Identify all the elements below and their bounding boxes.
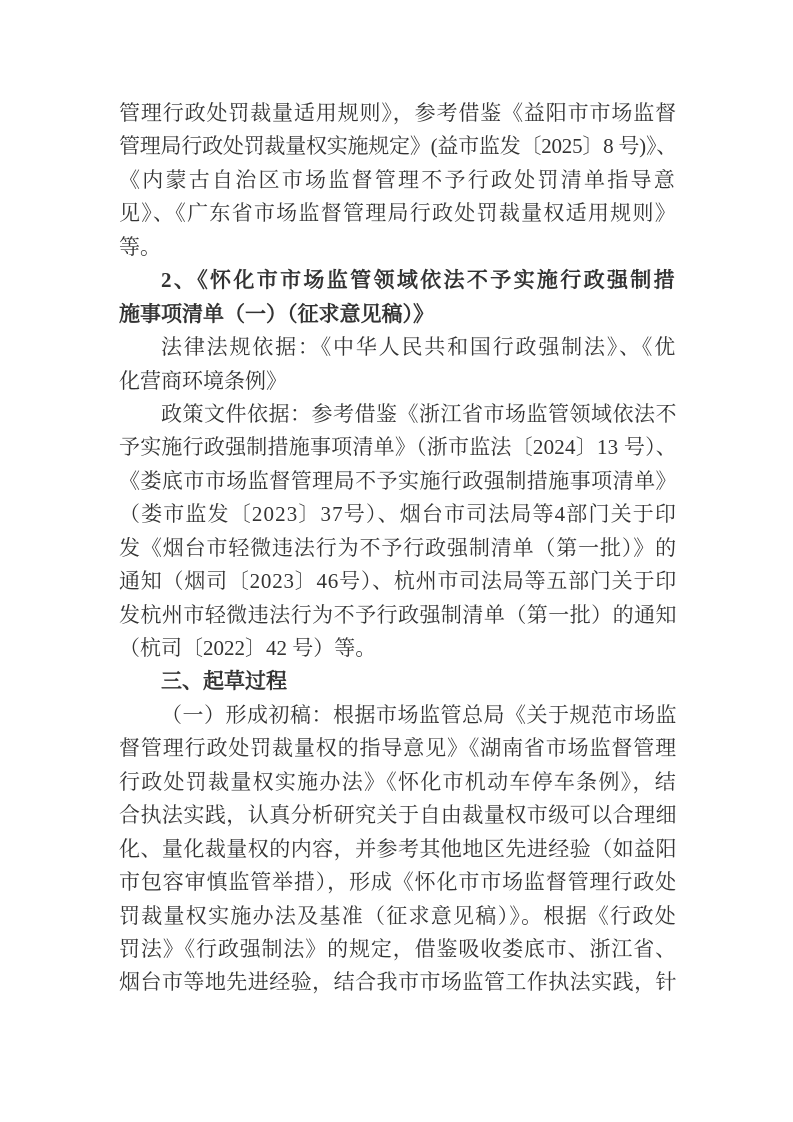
text-line-content: 罚裁量权实施办法及基准（征求意见稿）》。根据《行政处 [119,903,677,928]
text-line-content: 《内蒙古自治区市场监督管理不予行政处罚清单指导意 [119,167,677,192]
text-line [119,833,677,866]
text-line [119,164,677,197]
text-line-content: 市包容审慎监管举措），形成《怀化市市场监督管理行政处 [119,870,677,895]
text-line [119,365,677,398]
text-line-content: 发杭州市轻微违法行为不予行政强制清单（第一批）的通知 [119,602,678,627]
text-line-content: 等。 [119,234,161,259]
text-line [119,866,677,899]
text-line [119,933,677,966]
text-line-content: 予实施行政强制措施事项清单》（浙市监法〔2024〕13 号）、 [119,435,678,460]
text-line [119,431,677,464]
text-line-content: 化、量化裁量权的内容，并参考其他地区先进经验（如益阳 [119,836,678,861]
text-line-content: 烟台市等地先进经验，结合我市市场监管工作执法实践，针 [119,970,678,995]
heading-line [119,665,677,698]
text-line [119,966,677,999]
text-line-content: 施事项清单（一）（征求意见稿）》 [119,301,434,326]
text-line [119,130,677,163]
text-line [119,732,677,765]
text-line-content: 管理局行政处罚裁量权实施规定》(益市监发〔2025〕8 号)》、 [119,134,678,159]
text-line-content: 管理行政处罚裁量适用规则》，参考借鉴《益阳市市场监督 [119,101,677,125]
text-line-content: 《娄底市市场监督管理局不予实施行政强制措施事项清单》 [119,468,678,493]
text-line [119,197,677,230]
text-line [119,231,677,264]
text-line [119,900,677,933]
text-line-content: 见》、《广东省市场监督管理局行政处罚裁量权适用规则》 [119,201,677,226]
text-line-content: 法律法规依据：《中华人民共和国行政强制法》、《优 [161,335,678,360]
text-line [119,599,677,632]
text-line-content: （娄市监发〔2023〕37号）、烟台市司法局等4部门关于印 [119,502,677,527]
text-line [119,465,677,498]
text-line-content: 督管理行政处罚裁量权的指导意见》《湖南省市场监督管理 [119,736,677,761]
text-line-content: 行政处罚裁量权实施办法》《怀化市机动车停车条例》，结 [119,769,677,794]
text-line [119,699,677,732]
heading-line [119,298,677,331]
text-line-content: 罚法》《行政强制法》的规定，借鉴吸收娄底市、浙江省、 [119,936,677,961]
text-line [119,766,677,799]
text-line-content: 2、《怀化市市场监管领域依法不予实施行政强制措 [161,268,678,293]
text-line-content: 发《烟台市轻微违法行为不予行政强制清单（第一批）》的 [119,535,677,560]
text-line-content: （杭司〔2022〕42 号）等。 [119,636,377,660]
text-line [119,799,677,832]
text-line [119,398,677,431]
text-line [119,532,677,565]
text-line-content: 三、起草过程 [161,670,287,694]
heading-line [119,264,677,297]
text-line [119,498,677,531]
text-line-content: 合执法实践，认真分析研究关于自由裁量权市级可以合理细 [119,803,678,828]
text-line [119,632,677,665]
document-body-text [119,97,677,1000]
text-line-content: 化营商环境条例》 [119,368,287,393]
text-line [119,331,677,364]
text-line-content: 通知（烟司〔2023〕46号）、杭州市司法局等五部门关于印 [119,569,678,594]
text-line [119,97,677,130]
text-line-content: （一）形成初稿：根据市场监管总局《关于规范市场监 [161,702,677,727]
text-line-content: 政策文件依据：参考借鉴《浙江省市场监管领域依法不 [161,401,677,426]
text-line [119,565,677,598]
